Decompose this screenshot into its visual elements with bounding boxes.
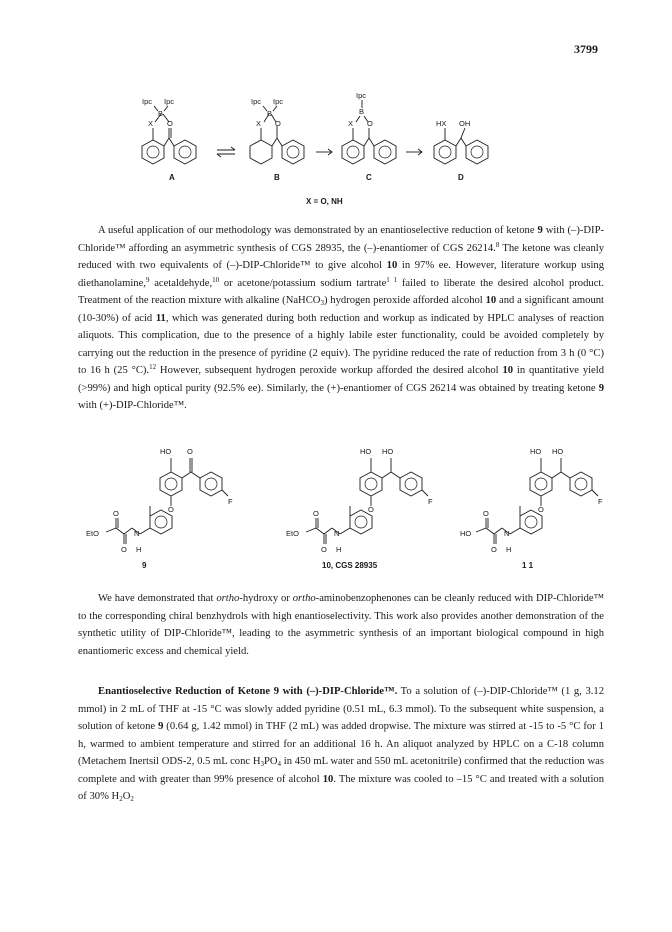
compound-label-10: 10, CGS 28935: [322, 561, 378, 570]
label-oring-9: O: [168, 505, 174, 514]
paragraph-experimental: Enantioselective Reduction of Ketone 9 with (–)-DIP-Chloride™. To a solution of (–)-DIP-Chloride™ (1 g, 3.12 mmol) in 2 mL of THF at -15 °C was slowly added pyridine (0.51 mL, 6.3 mmol). To the subsequent white suspension, a solution of ketone 9 (0.64 g, 1.42 mmol) in THF (2 mL) was added dropwise. The mixture was stirred at -15 to -5 °C for 1 h, warmed to ambient temperature and stirred for an additional 16 h. An aliquot analyzed by HPLC on a C-18 column (Metachem Inertsil ODS-2, 0.5 mL conc $H_3PO_4$ in 450 mL water and 550 mL acetonitrile) confirmed that the reduction was complete and with greater than 99% presence of alcohol 10. The mixture was cooled to –15 °C and treated with a solution of 30% $H_2O_2$: [78, 686, 605, 803]
label-oring-10: O: [368, 505, 374, 514]
label-oring-11: O: [538, 505, 544, 514]
label-f-10: F: [428, 497, 433, 506]
label-eto-10: EtO: [286, 529, 299, 538]
label-f-9: F: [228, 497, 233, 506]
label-hx-d: HX: [436, 119, 447, 128]
label-ho-11: HO: [530, 447, 542, 456]
compound-label-d: D: [458, 173, 464, 182]
label-h-11: H: [506, 545, 512, 554]
scheme-compounds-bonds: [106, 458, 598, 544]
label-x-a: X: [148, 119, 154, 128]
label-o2-9: O: [113, 509, 119, 518]
label-x-b: X: [256, 119, 262, 128]
label-o-b: O: [275, 119, 281, 128]
label-eto-9: EtO: [86, 529, 99, 538]
paragraph-application: A useful application of our methodology was demonstrated by an enantioselective reduction of ketone 9 with (–)-DIP-Chloride™ affording an asymmetric synthesis of CGS 28935, the (–)-enantiomer of CGS 26214.$^8$ The ketone was cleanly reduced with two equivalents of (–)-DIP-Chloride™ to give alcohol 10 in 97% ee. However, literature workup using diethanolamine,$^9$ acetaldehyde,$^{10}$ or acetone/potassium sodium tartrate$^{1 1}$ failed to liberate the desired alcohol product. Treatment of the reaction mixture with alkaline (NaHCO$_3$) hydrogen peroxide afforded alcohol 10 and a significant amount (10-30%) of acid 11, which was generated during both reduction and workup as indicated by HPLC analyses of reaction aliquots. This complication, due to the presence of a highly labile ester functionality, could be avoided completely by carrying out the reduction in the presence of pyridine (2 equiv). The pyridine reduced the rate of reduction from 3 h (0 °C) to 16 h (25 °C).$^{12}$ However, subsequent hydrogen peroxide workup afforded the desired alcohol 10 in quantitative yield (>99%) and high optical purity (92.5% ee). Similarly, the (+)-enantiomer of CGS 26214 was obtained by treating ketone 9 with (+)-DIP-Chloride™.: [78, 225, 605, 411]
scheme-mechanism-bonds: [142, 100, 488, 164]
label-ipc-b1: Ipc: [251, 97, 262, 106]
label-ho2-11: HO: [552, 447, 564, 456]
label-o-9: O: [187, 447, 193, 456]
label-ipc-a1: Ipc: [142, 97, 153, 106]
label-o-c: O: [367, 119, 373, 128]
label-o3-10: O: [321, 545, 327, 554]
label-ho-acid-11: HO: [460, 529, 472, 538]
label-h-9: H: [136, 545, 142, 554]
label-n-9: N: [134, 529, 140, 538]
label-oh-d: OH: [459, 119, 471, 128]
compound-label-11: 1 1: [522, 561, 534, 570]
label-h-10: H: [336, 545, 342, 554]
experimental-heading: Enantioselective Reduction of Ketone 9 with (–)-DIP-Chloride™.: [98, 686, 398, 697]
label-o-a: O: [167, 119, 173, 128]
label-ipc-c: Ipc: [356, 91, 367, 100]
compound-label-a: A: [169, 173, 175, 182]
label-ipc-a2: Ipc: [164, 97, 175, 106]
compound-label-c: C: [366, 173, 372, 182]
compound-label-9: 9: [142, 561, 147, 570]
label-o3-11: O: [491, 545, 497, 554]
scheme-compounds: [60, 444, 620, 584]
label-ipc-b2: Ipc: [273, 97, 284, 106]
label-o2-10: O: [313, 509, 319, 518]
label-ho2-10: HO: [382, 447, 394, 456]
label-x-c: X: [348, 119, 354, 128]
label-f-11: F: [598, 497, 603, 506]
label-n-10: N: [334, 529, 340, 538]
label-ho-9: HO: [160, 447, 172, 456]
label-o3-9: O: [121, 545, 127, 554]
label-o2-11: O: [483, 509, 489, 518]
page-number: 3799: [574, 42, 598, 56]
label-b-c: B: [359, 107, 365, 116]
scheme-mechanism-aromatic: [147, 146, 483, 158]
compound-label-b: B: [274, 173, 280, 182]
scheme-mechanism: [120, 84, 540, 216]
label-ho-10: HO: [360, 447, 372, 456]
label-n-11: N: [504, 529, 510, 538]
scheme-caption: X = O, NH: [306, 197, 343, 206]
label-b-a: B: [158, 109, 164, 118]
label-b-b: B: [267, 109, 273, 118]
paragraph-conclusion: We have demonstrated that ortho-hydroxy or ortho-aminobenzophenones can be cleanly reduced with DIP-Chloride™ to the corresponding chiral benzhydrols with high enantioselectivity. This work also provides another demonstration of the synthetic utility of DIP-Chloride™, leading to the asymmetric synthesis of an important biological compound in high enantiomeric excess and chemical yield.: [78, 593, 604, 657]
